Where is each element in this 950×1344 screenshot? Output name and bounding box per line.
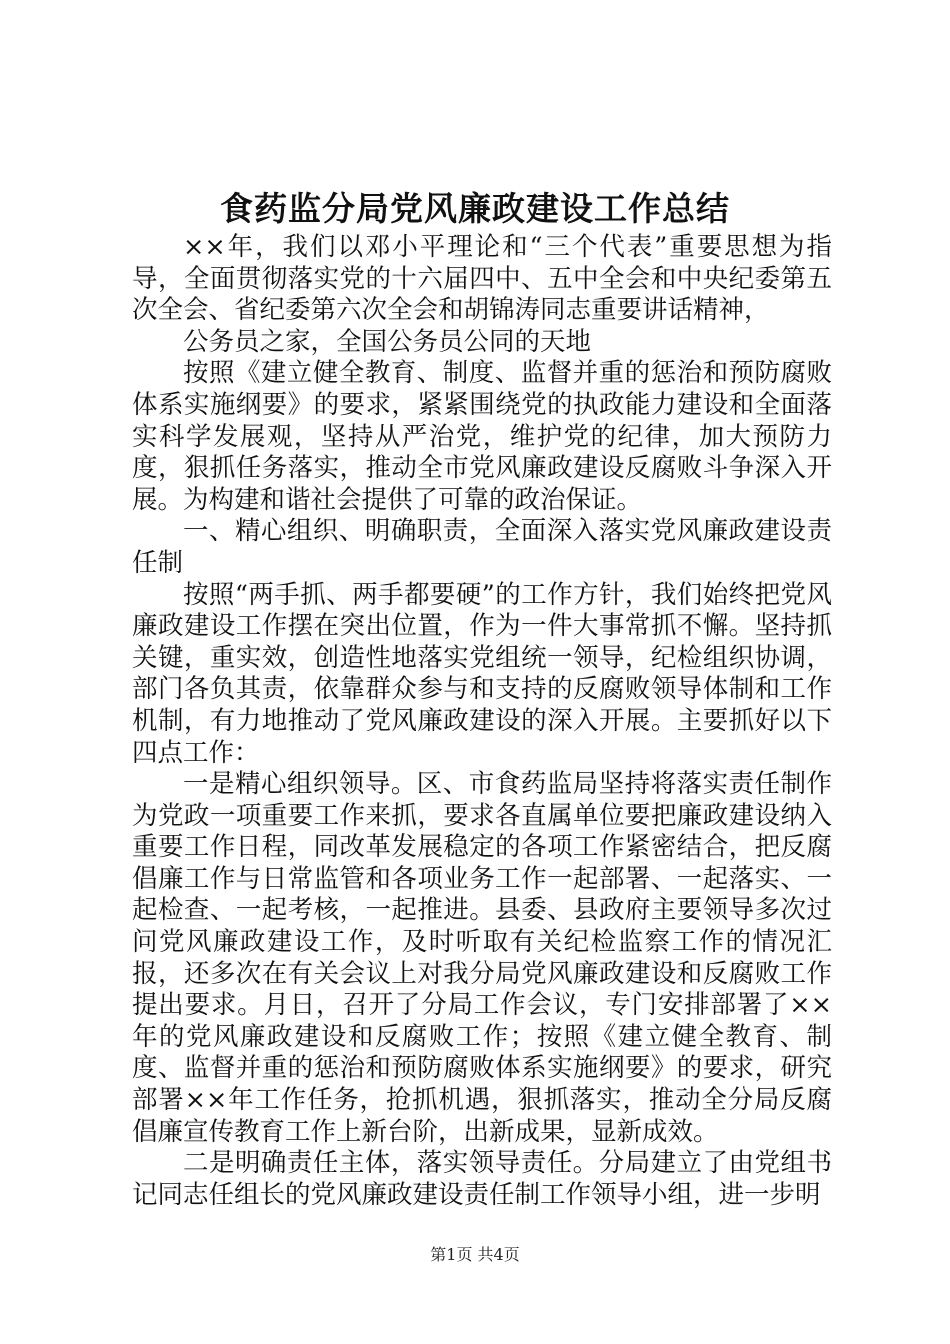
paragraph-point-1: 一是精心组织领导。区、市食药监局坚持将落实责任制作为党政一项重要工作来抓，要求各直属单位要把廉政建设纳入重要工作日程，同改革发展稳定的各项工作紧密结合，把反腐倡廉工作与日常监管和各项业务工作一起部署、一起落实、一起检查、一起考核，一起推进。县委、县政府主要领导多次过问党风廉政建设工作，及时听取有关纪检监察工作的情况汇报，还多次在有关会议上对我分局党风廉政建设和反腐败工作提出要求。月日，召开了分局工作会议，专门安排部署了××年的党风廉政建设和反腐败工作；按照《建立健全教育、制度、监督并重的惩治和预防腐败体系实施纲要》的要求，研究部署××年工作任务，抢抓机遇，狠抓落实，推动全分局反腐倡廉宣传教育工作上新台阶，出新成果，显新成效。 [132, 769, 832, 1147]
paragraph-note: 公务员之家，全国公务员公同的天地 [183, 326, 592, 357]
paragraph-point-2: 二是明确责任主体，落实领导责任。分局建立了由党组书记同志任组长的党风廉政建设责任制工作领导小组，进一步明 [132, 1148, 832, 1210]
document-title: 食药监分局党风廉政建设工作总结 [220, 189, 730, 228]
page-number-footer: 第1页 共4页 [430, 1245, 520, 1264]
document-body [132, 232, 832, 1211]
paragraph-intro: ××年，我们以邓小平理论和“三个代表”重要思想为指导，全面贯彻落实党的十六届四中、五中全会和中央纪委第五次全会、省纪委第六次全会和胡锦涛同志重要讲话精神， [132, 232, 832, 326]
paragraph-policy: 按照“两手抓、两手都要硬”的工作方针，我们始终把党风廉政建设工作摆在突出位置，作为一件大事常抓不懈。坚持抓关键，重实效，创造性地落实党组统一领导，纪检组织协调，部门各负其责，依靠群众参与和支持的反腐败领导体制和工作机制，有力地推动了党风廉政建设的深入开展。主要抓好以下四点工作： [132, 579, 832, 768]
paragraph-guideline: 按照《建立健全教育、制度、监督并重的惩治和预防腐败体系实施纲要》的要求，紧紧围绕党的执政能力建设和全面落实科学发展观，坚持从严治党，维护党的纪律，加大预防力度，狠抓任务落实，推动全市党风廉政建设反腐败斗争深入开展。为构建和谐社会提供了可靠的政治保证。 [132, 358, 832, 515]
section-heading-1: 一、精心组织、明确职责，全面深入落实党风廉政建设责任制 [132, 516, 832, 578]
